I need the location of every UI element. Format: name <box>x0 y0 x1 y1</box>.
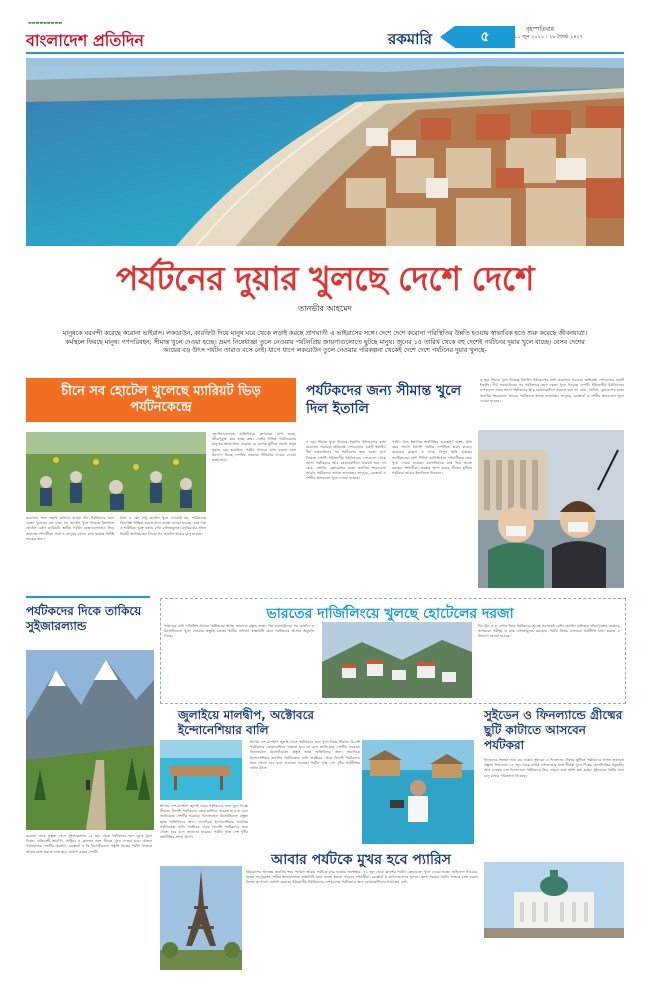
newspaper-logo[interactable]: বাংলাদেশ প্রতিদিন <box>26 31 144 50</box>
main-headline: পর্যটনের দুয়ার খুলছে দেশে দেশে <box>116 259 534 298</box>
italy-photo <box>478 430 624 588</box>
main-photo-coastline <box>26 58 624 246</box>
china-photo <box>26 432 206 512</box>
india-col2: টয় ট্রেন ও চা বাগান ঘিরে পর্যটকদের আগ্রহ সবসময়ই বেশি। হোটেল মালিকরা জীবাণুনাশক ব্যবহার, তাপমাত্রা পরীক্ষা ও মাস্ক বাধ্যতামূলক করছেন। পর্যটন নির্ভর এলাকার অর্থনীতি চাঙ্গা করতে এ উদ্যোগ নেওয়া হয়েছে। <box>478 624 620 639</box>
india-story-title[interactable]: ভারতের দার্জিলিংয়ে খুলছে হোটেলের দরজা <box>266 606 514 622</box>
switzerland-body: করোনা থেকে সুস্থতা পেলে সুইজারল্যান্ড ১৫ জুন থেকে পর্যটকদের জন্য দুয়ার খুলে দিচ্ছে। প্রতিবেশী জার্মানি, অস্ট্রিয়া ও ফ্রান্সের সঙ্গে সীমান্ত খুলে দেওয়া হবে। আল্পস পর্বতমালার দেশটির হোটেল, রেস্তোরাঁ ও স্কি রিসোর্টগুলো প্রস্তুতি নিচ্ছে। পর্যটন খাতকে আবার চাঙ্গা করতে নানা ছাড় ঘোষণা করছে দেশটি। <box>26 834 152 854</box>
italy-col2: পর্যটন খাত ইতালির অর্থনীতির গুরুত্বপূর্ণ অংশ। প্রতি বছর লাখো বিদেশি পর্যটক দেশটিতে ভ্রমণ করেন। করোনার কারণে এ খাতে বিপুল ক্ষতি হয়েছে। ভ্যাটিকানের সেন্ট পিটার্স ব্যাসিলিকাও দর্শনার্থীদের জন্য খুলে দেওয়া হয়েছে। কলোসিয়ামে মাস্ক পরে প্রবেশ করছেন দর্শনার্থীরা। সরকার আশা করছে গ্রীষ্মের ছুটিতে পর্যটকরা আবার ইতালিতে ফিরবেন। <box>392 440 472 476</box>
china-col1: করোনার সঙ্গে লড়াই চালিয়ে যাওয়া চীন পর্যটকদের জন্য দরজা খুলেছে। বন্ধ থাকা সব হোটেল খুলে দিয়েছে বিশ্বখ্যাত হোটেল চেইন ম্যারিয়ট। স্থানীয় পর্যটন কেন্দ্রগুলোতেও ভিড় জমাচ্ছে দর্শনার্থীরা। পার্ক ও জাদুঘর খোলা রাখা হয়েছে নির্দিষ্ট সময়ের জন্য। <box>26 516 114 541</box>
sweden-story-title[interactable]: সুইডেন ও ফিনল্যান্ডে গ্রীষ্মের ছুটি কাটাতে আসবেন পর্যটকরা <box>484 708 623 752</box>
maldives-caption: দ্বীপের দেশ মালদ্বীপ জুলাই থেকে পর্যটকদের জন্য খুলে দিচ্ছে সীমান্ত। বিদেশি পর্যটকদের কোয়ারেন্টিনে থাকতে হবে না বলে জানিয়েছে দেশটির সরকার। বিলাসবহুল রিসোর্টগুলো প্রস্তুত হচ্ছে অতিথিদের জন্য। অন্যদিকে ইন্দোনেশিয়ার জনপ্রিয় পর্যটনকেন্দ্র বালি অক্টোবর থেকে বিদেশি পর্যটকদের জন্য খোলা হবে বলে জানানো হয়েছে। পর্যটন খাত দেশ দুটির অর্থনীতির প্রধান উৎস। <box>160 804 248 840</box>
page-number: ৫ <box>455 26 515 48</box>
italy-story-title[interactable]: পর্যটকদের জন্য সীমান্ত খুলে দিল ইতালি <box>306 383 462 417</box>
paris-body: ইউরোপের অন্যতম জনপ্রিয় শহর প্যারিস আবার পর্যটকে মুখর হওয়ার অপেক্ষায়। ২২ জুন থেকে ফ্রান্সের পর্যটন কেন্দ্রগুলো খুলে দেওয়া হচ্ছে। আইফেল টাওয়ার, ল্যুভর জাদুঘরসহ দর্শনীয় স্থানগুলোতে স্বাস্থ্যবিধি মেনে প্রবেশ করতে পারবেন দর্শনার্থীরা। রেস্তোরাঁ ও ক্যাফেগুলোও খুলছে। ফ্রান্স সরকার পর্যটন খাতকে চাঙ্গা করতে বিশেষ প্রণোদনা ঘোষণা করেছে। ইউরোপীয় ইউনিয়নের দেশগুলোর পর্যটকদের জন্য কোয়ারেন্টিনের প্রয়োজন নেই। <box>246 870 478 885</box>
paris-story-title[interactable]: আবার পর্যটকে মুখর হবে প্যারিস <box>270 852 451 868</box>
china-col3: হোটেলগুলোতে অতিথিদের তাপমাত্রা মাপা হচ্ছে, জীবাণুমুক্ত করা হচ্ছে কক্ষ। দেশের বিভিন্ন পর্যটনকেন্দ্রে মানুষের আনাগোনা বাড়ছে। মে মাসের ছুটিতে লাখো মানুষ ঘুরতে বের হয়েছিল। পর্যটন খাতকে চাঙ্গা করতে নানা উদ্যোগ নিচ্ছে দেশটির সরকার। টিকিটের দামেও দেওয়া হচ্ছে ছাড়। <box>212 432 296 463</box>
lead-paragraph: মানুষকে ঘরবন্দী করেছে করোনা ভাইরাস। লকডাউন, কারফিউ দিয়ে মানুষ ঘরে থেকে লড়াই করছে প্রাণঘাতী এ ভাইরাসের সঙ্গে। দেশে দেশে করোনা পরিস্থিতির উন্নতি হওয়ায় স্বাভাবিক হতে শুরু করেছে জীবনযাত্রা। কর্মস্থলে ফিরছে মানুষ। গণপরিবহন, সীমান্ত খুলে দেওয়া হচ্ছে। ভ্রমণ নিষেধাজ্ঞা তুলে নেওয়ায় পর্যটনপ্রিয় জায়গাগুলোতে ছুটছে মানুষ। জুনের ১৫ তারিখ থেকে বহু দেশেই পর্যটনের দুয়ার খুলে যাচ্ছে। যেসব দেশের আয়ের বড় উৎস পর্যটন তারাও বসে নেই। ধাপে ধাপে লকডাউন তুলে নেওয়ার পরিকল্পনা থেকেই দেশে দেশে পর্যটনের দুয়ার খুলছে- <box>62 330 588 355</box>
italy-col3: ৩ জুন সীমান্ত খুলে দিয়েছে ইতালি। ইউরোপের মধ্যে করোনায় সবচেয়ে ক্ষতিগ্রস্ত দেশগুলোর একটি ইতালি। দীর্ঘ লকডাউনের পর পর্যটকদের জন্য দরজা খুলে দিয়েছে দেশটি। ইউরোপীয় ইউনিয়নের দেশগুলো থেকে আসা পর্যটকদের আর কোয়ারেন্টিনে থাকতে হবে না। রোম, ভেনিস, ফ্লোরেন্সের মতো জনপ্রিয় শহরগুলো আবার পর্যটকদের স্বাগত জানাচ্ছে। জাদুঘর, রেস্তোরাঁ ও দর্শনীয় স্থানগুলো খুলে দেওয়া হয়েছে। <box>480 378 624 403</box>
section-label: রকমারি <box>388 30 432 48</box>
header-rule <box>26 52 624 54</box>
india-photo <box>322 622 472 698</box>
china-col2: চীনে এ যেন শুধু হোটেল খুলে দেওয়াই নয়, পর্যটকদের নিরাপত্তা নিশ্চিত করতে নানা ব্যবস্থা নেওয়া হয়েছে। মাস্ক পরা ও শারীরিক দূরত্ব বজায় রাখা বাধ্যতামূলক। ম্যারিয়টের প্রধান নির্বাহী জানিয়েছেন চীনের সব হোটেল আবার চালু হয়েছে। <box>120 516 206 536</box>
paris-photo <box>160 866 242 970</box>
helsinki-photo <box>484 862 624 938</box>
switzerland-photo <box>26 650 154 830</box>
publication-date: ১১ জুন ২০২০ । ২৮ জ্যৈষ্ঠ ১৪২৭ <box>514 34 583 40</box>
page-number-arrow <box>440 26 455 48</box>
china-title-box <box>26 378 296 422</box>
maldives-photo-1 <box>160 740 242 800</box>
switzerland-story-title[interactable]: পর্যটকদের দিকে তাকিয়ে সুইজারল্যান্ড <box>26 604 142 633</box>
italy-col1: ৩ জুন সীমান্ত খুলে দিয়েছে ইতালি। ইউরোপের মধ্যে করোনায় সবচেয়ে ক্ষতিগ্রস্ত দেশগুলোর একটি ইতালি। দীর্ঘ লকডাউনের পর পর্যটকদের জন্য দরজা খুলে দিয়েছে দেশটি। ইউরোপীয় ইউনিয়নের দেশগুলো থেকে আসা পর্যটকদের আর কোয়ারেন্টিনে থাকতে হবে না। রোম, ভেনিস, ফ্লোরেন্সের মতো জনপ্রিয় শহরগুলো আবার পর্যটকদের স্বাগত জানাচ্ছে। জাদুঘর, রেস্তোরাঁ ও দর্শনীয় স্থানগুলো খুলে দেওয়া হয়েছে। <box>306 440 386 481</box>
publication-day: বৃহস্পতিবার <box>526 26 554 33</box>
logo-tagline: ▬▬▬▬▬▬▬▬▬ <box>28 20 63 25</box>
china-story-title[interactable]: চীনে সব হোটেল খুলেছে ম্যারিয়ট ভিড় পর্যটনকেন্দ্রে <box>61 384 261 415</box>
india-col1: পাহাড়ের রানী দার্জিলিং আবার পর্যটকদের স্বাগত জানাতে প্রস্তুত হচ্ছে। দীর্ঘ লকডাউনের পর হোটেল ও রিসোর্টগুলো খুলে দেওয়ার প্রস্তুতি চলছে। স্থানীয় প্রশাসন স্বাস্থ্যবিধি মেনে পর্যটকদের আসার অনুমতি দিচ্ছে। <box>164 624 314 639</box>
sweden-body: নিজেদের সংক্রমণ হার কম থাকায় সুইডেন ও ফিনল্যান্ড গ্রীষ্মের ছুটিতে পর্যটকদের স্বাগত জানাতে প্রস্তুত। ফিনল্যান্ড ১৫ জুন থেকে নর্ডিক দেশগুলোর সঙ্গে সীমান্ত খুলে দিচ্ছে। হেলসিংকির সমুদ্রতীর আর লেকের দেশ ফিনল্যান্ডে পর্যটকদের ভিড় বাড়বে বলে আশা করা হচ্ছে। সুইডেনও পর্যটন খাত চালু রাখার পরিকল্পনা নিয়েছে। <box>484 758 624 778</box>
masthead <box>0 0 650 58</box>
switzerland-title-box <box>26 596 150 646</box>
maldives-story-title[interactable]: জুলাইয়ে মালদ্বীপ, অক্টোবরে ইন্দোনেশিয়ার বালি <box>178 708 315 737</box>
maldives-photo-2 <box>362 740 474 844</box>
byline: তানভীর আহমেদ <box>298 304 352 313</box>
maldives-body: দ্বীপের দেশ মালদ্বীপ জুলাই থেকে পর্যটকদের জন্য খুলে দিচ্ছে সীমান্ত। বিদেশি পর্যটকদের কোয়ারেন্টিনে থাকতে হবে না বলে জানিয়েছে দেশটির সরকার। বিলাসবহুল রিসোর্টগুলো প্রস্তুত হচ্ছে অতিথিদের জন্য। অন্যদিকে ইন্দোনেশিয়ার জনপ্রিয় পর্যটনকেন্দ্র বালি অক্টোবর থেকে বিদেশি পর্যটকদের জন্য খোলা হবে বলে জানানো হয়েছে। পর্যটন খাত দেশ দুটির অর্থনীতির প্রধান উৎস। <box>250 740 360 771</box>
